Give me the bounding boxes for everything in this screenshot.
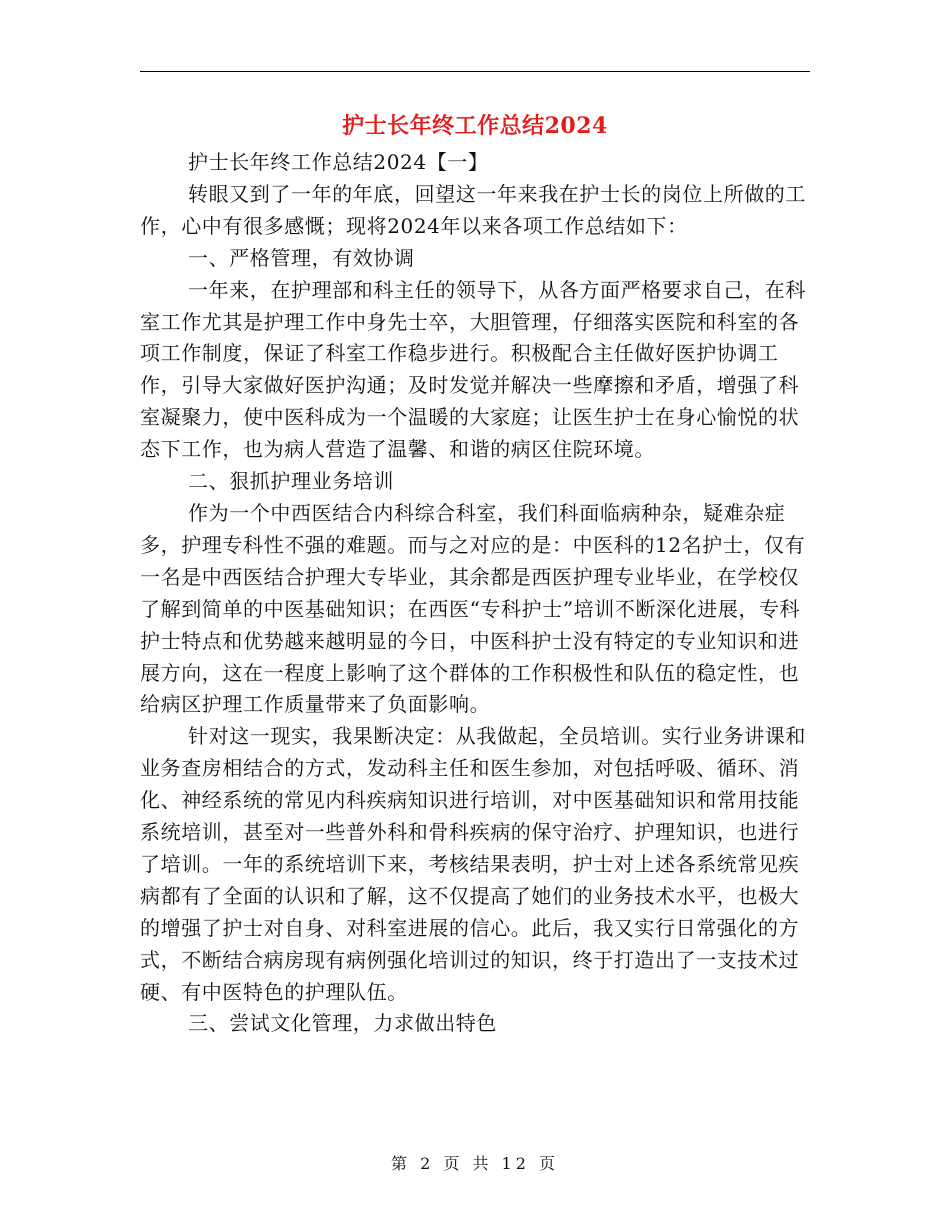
paragraph-subtitle: 护士长年终工作总结2024【一】 [188, 150, 489, 174]
page-footer: 第 2 页 共 12 页 [391, 1154, 559, 1173]
section-heading-3: 三、尝试文化管理，力求做出特色 [188, 1011, 497, 1036]
header-rule [140, 71, 810, 72]
section-heading-1: 一、严格管理，有效协调 [188, 245, 415, 270]
paragraph-intro: 转眼又到了一年的年底，回望这一年来我在护士长的岗位上所做的工作，心中有很多感慨；现将2024年以来各项工作总结如下： [140, 181, 806, 238]
paragraph-section-2b: 针对这一现实，我果断决定：从我做起，全员培训。实行业务讲课和业务查房相结合的方式，发动科主任和医生参加，对包括呼吸、循环、消化、神经系统的常见内科疾病知识进行培训，对中医基础知识和常用技能系统培训，甚至对一些普外科和骨科疾病的保守治疗、护理知识，也进行了培训。一年的系统培训下来，考核结果表明，护士对上述各系统常见疾病都有了全面的认识和了解，这不仅提高了她们的业务技术水平，也极大的增强了护士对自身、对科室进展的信心。此后，我又实行日常强化的方式，不断结合病房现有病例强化培训过的知识，终于打造出了一支技术过硬、有中医特色的护理队伍。 [140, 724, 806, 1004]
document-body [140, 147, 816, 1040]
document-title: 护士长年终工作总结2024 [342, 113, 608, 139]
paragraph-section-2a: 作为一个中西医结合内科综合科室，我们科面临病种杂，疑难杂症多，护理专科性不强的难题。而与之对应的是：中医科的12名护士，仅有一名是中西医结合护理大专毕业，其余都是西医护理专业毕业，在学校仅了解到简单的中医基础知识；在西医“专科护士”培训不断深化进展，专科护士特点和优势越来越明显的今日，中医科护士没有特定的专业知识和进展方向，这在一程度上影响了这个群体的工作积极性和队伍的稳定性，也给病区护理工作质量带来了负面影响。 [140, 500, 806, 717]
section-heading-2: 二、狠抓护理业务培训 [188, 469, 394, 494]
paragraph-section-1: 一年来，在护理部和科主任的领导下，从各方面严格要求自己，在科室工作尤其是护理工作中身先士卒，大胆管理，仔细落实医院和科室的各项工作制度，保证了科室工作稳步进行。积极配合主任做好医护协调工作，引导大家做好医护沟通；及时发觉并解决一些摩擦和矛盾，增强了科室凝聚力，使中医科成为一个温暖的大家庭；让医生护士在身心愉悦的状态下工作，也为病人营造了温馨、和谐的病区住院环境。 [140, 277, 806, 462]
